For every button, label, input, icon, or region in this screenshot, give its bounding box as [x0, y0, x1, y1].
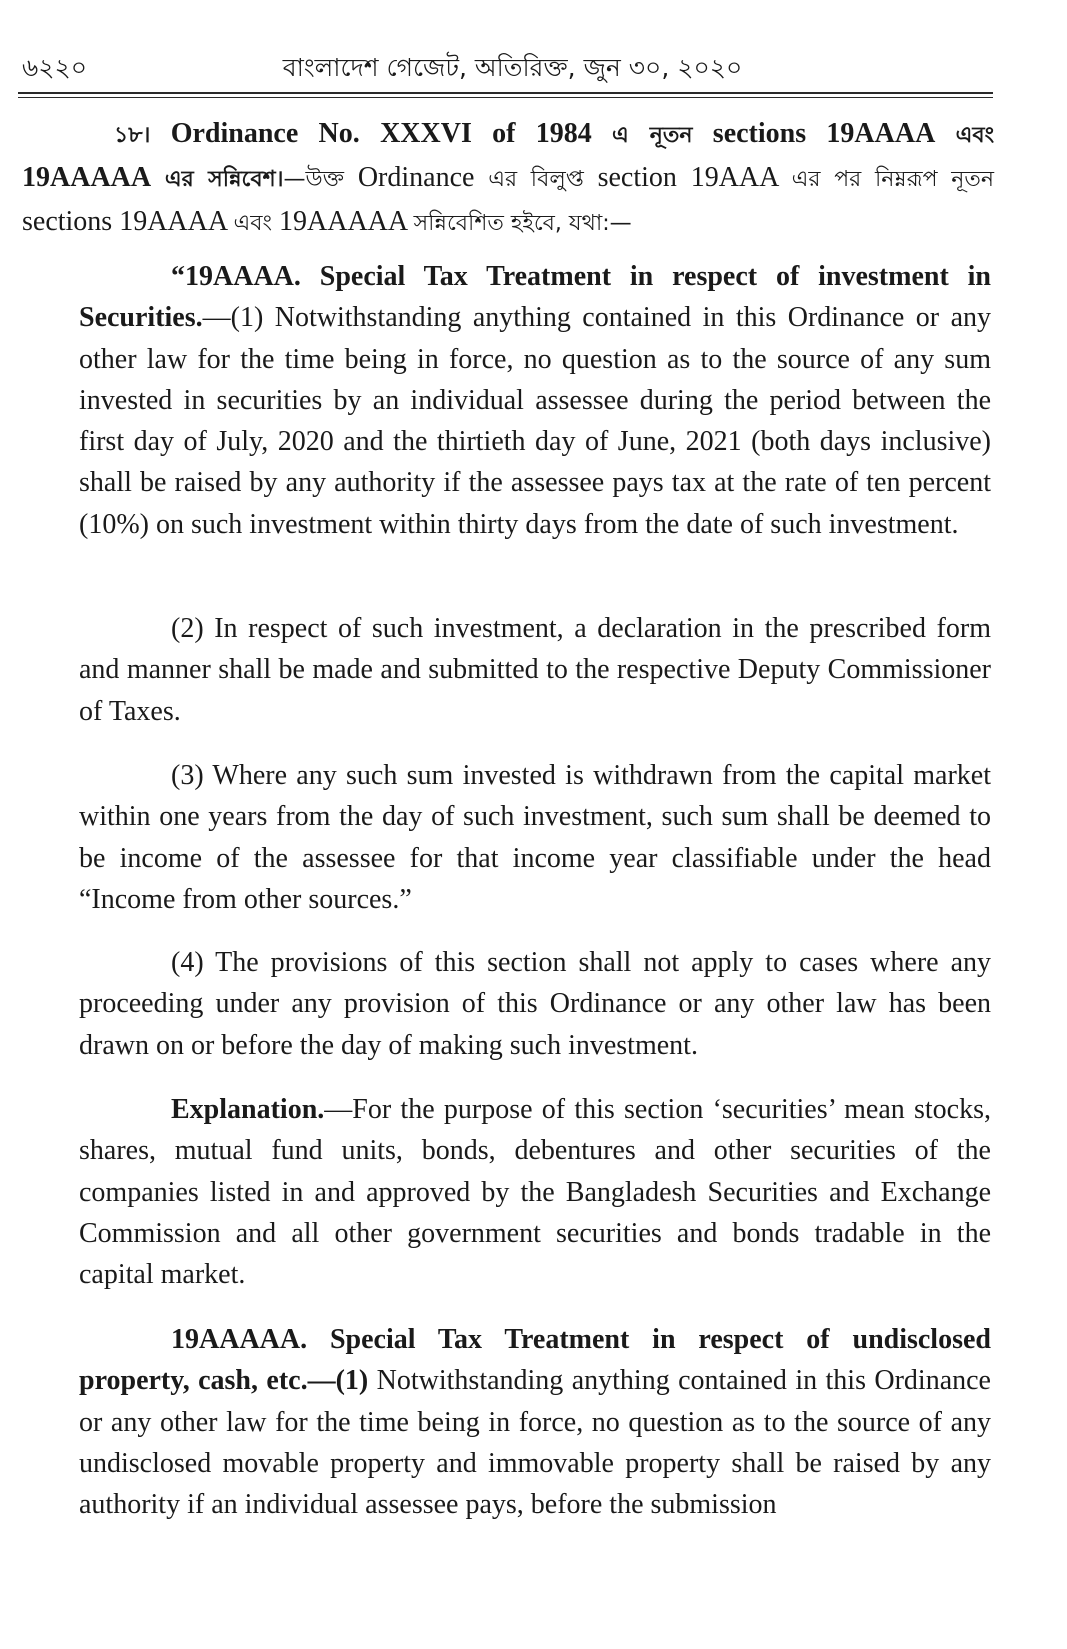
page-header [20, 48, 1005, 88]
section-19AAAAA-subsection-1: 19AAAAA. Special Tax Treatment in respect of undisclosed property, cash, etc.—(1) Notwithstanding anything contained in this Ordinance or any other law for the time being in force, no question as to the source of any undisclosed movable property and immovable property shall be raised by any authority if an individual assessee pays, before the submission [79, 1324, 991, 1521]
section-19AAAA-subsection-1: “19AAAA. Special Tax Treatment in respect of investment in Securities.—(1) Notwithstanding anything contained in this Ordinance or any other law for the time being in force, no question as to the source of any sum invested in securities by an individual assessee during the period between the first day of July, 2020 and the thirtieth day of June, 2021 (both days inclusive) shall be raised by any authority if the assessee pays tax at the rate of ten percent (10%) on such investment within thirty days from the date of such investment. [79, 261, 991, 540]
section-19AAAA-subsection-2: (2) In respect of such investment, a declaration in the prescribed form and manner shall be made and submitted to the respective Deputy Commissioner of Taxes. [79, 613, 991, 727]
section-19AAAAA-heading: 19AAAAA. Special Tax Treatment in respect of undisclosed property, cash, etc.—(1) [79, 1324, 991, 1397]
page-number: ৬২২০ [22, 53, 88, 82]
amendment-intro: ১৮। Ordinance No. XXXVI of 1984 এ নূতন sections 19AAAA এবং 19AAAAA এর সন্নিবেশ।—উক্ত Ordinance এর বিলুপ্ত section 19AAA এর পর নিম্নরূপ নূতন sections 19AAAA এবং 19AAAAA সন্নিবেশিত হইবে, যথা:— [22, 118, 995, 237]
section-19AAAA-subsection-4: (4) The provisions of this section shall not apply to cases where any proceeding under any provision of this Ordinance or any other law has been drawn on or before the day of making such investment. [79, 947, 991, 1061]
section-19AAAA-heading: “19AAAA. Special Tax Treatment in respect of investment in Securities. [79, 261, 991, 334]
section-19AAAA-explanation: Explanation.—For the purpose of this section ‘securities’ mean stocks, shares, mutual fund units, bonds, debentures and other securities of the companies listed in and approved by the Bangladesh Securities and Exchange Commission and all other government securities and bonds tradable in the capital market. [79, 1094, 991, 1291]
intro-heading-en: Ordinance No. XXXVI of 1984 [170, 118, 592, 149]
section-19AAAA-subsection-3: (3) Where any such sum invested is withdrawn from the capital market within one years from the day of such investment, such sum shall be deemed to be income of the assessee for that income year classifiable under the head “Income from other sources.” [79, 760, 991, 915]
gazette-title: বাংলাদেশ গেজেট, অতিরিক্ত, জুন ৩০, ২০২০ [282, 53, 743, 82]
header-rule-thin [18, 97, 993, 98]
explanation-label: Explanation. [171, 1094, 325, 1125]
item-number: ১৮। [114, 123, 151, 148]
header-rule-thick [18, 92, 993, 94]
